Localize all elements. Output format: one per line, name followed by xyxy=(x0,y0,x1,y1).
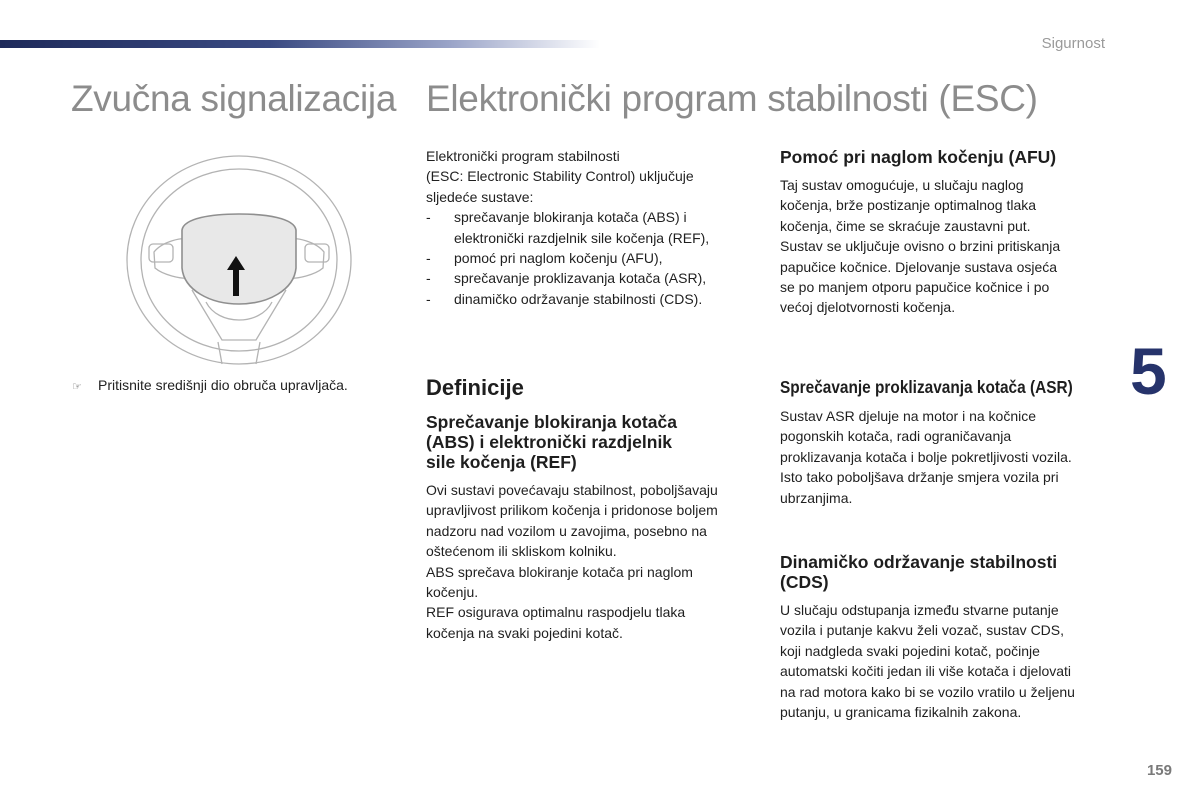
esc-intro xyxy=(426,146,756,309)
list-item: - sprečavanje blokiranja kotača (ABS) i elektronički razdjelnik sile kočenja (REF), xyxy=(426,207,756,248)
esc-systems-list xyxy=(426,207,756,309)
esc-intro-line: sljedeće sustave: xyxy=(426,188,534,205)
list-item: - sprečavanje proklizavanja kotača (ASR), xyxy=(426,268,756,288)
page-number: 159 xyxy=(1146,762,1172,779)
press-arrow-icon xyxy=(226,256,246,296)
definitions-heading: Definicije xyxy=(426,375,524,400)
section-title: Sigurnost xyxy=(1041,35,1105,52)
afu-text: Taj sustav omogućuje, u slučaju naglog kočenja, brže postizanje optimalnog tlaka kočenja, čime se skraćuje zaustavni put. Sustav se uključuje ovisno o brzini pritiskanja papučice kočnice. Djelovanje sustava osjeća se po manjem otporu papučice kočnice i po većoj djelotvornosti kočenja. xyxy=(780,177,1061,316)
list-item: - dinamičko održavanje stabilnosti (CDS). xyxy=(426,289,756,309)
asr-text: Sustav ASR djeluje na motor i na kočnice pogonskih kotača, radi ograničavanja proklizavanja kotača i bolje pokretljivosti vozila. Isto tako poboljšava držanje smjera vozila pri ubrzanjima. xyxy=(780,408,1072,506)
header-gradient-bar xyxy=(0,40,600,48)
cds-text: U slučaju odstupanja između stvarne putanje vozila i putanje kakvu želi vozač, sustav CDS, koji nadgleda svaki pojedini kotač, počinje automatski kočiti jedan ili više kotača i djelovati na rad motora kako bi se vozilo vratilo u željenu putanju, u granicama fizikalnih zakona. xyxy=(780,602,1075,721)
chapter-number: 5 xyxy=(1130,334,1167,408)
list-item: - pomoć pri naglom kočenju (AFU), xyxy=(426,248,756,268)
esc-intro-line: (ESC: Electronic Stability Control) uključuje xyxy=(426,168,694,185)
abs-text: Ovi sustavi povećavaju stabilnost, poboljšavaju upravljivost prilikom kočenja i pridonose boljem nadzoru nad vozilom u zavojima, posebno na oštećenom ili skliskom kolniku. ABS sprečava blokiranje kotača pri naglom kočenju. REF osigurava optimalnu raspodjelu tlaka kočenja na svaki pojedini kotač. xyxy=(426,482,718,641)
horn-title: Zvučna signalizacija xyxy=(71,78,397,119)
horn-instruction: ☞ Pritisnite središnji dio obruča upravljača. xyxy=(72,377,348,393)
esc-title: Elektronički program stabilnosti (ESC) xyxy=(426,78,1038,119)
cds-heading: Dinamičko održavanje stabilnosti (CDS) xyxy=(780,552,1058,592)
pointing-hand-icon: ☞ xyxy=(72,381,82,393)
asr-heading: Sprečavanje proklizavanja kotača (ASR) xyxy=(780,377,1073,397)
afu-heading: Pomoć pri naglom kočenju (AFU) xyxy=(780,147,1057,167)
abs-heading: Sprečavanje blokiranja kotača (ABS) i elektronički razdjelnik sile kočenja (REF) xyxy=(426,412,677,472)
esc-intro-line: Elektronički program stabilnosti xyxy=(426,148,620,164)
